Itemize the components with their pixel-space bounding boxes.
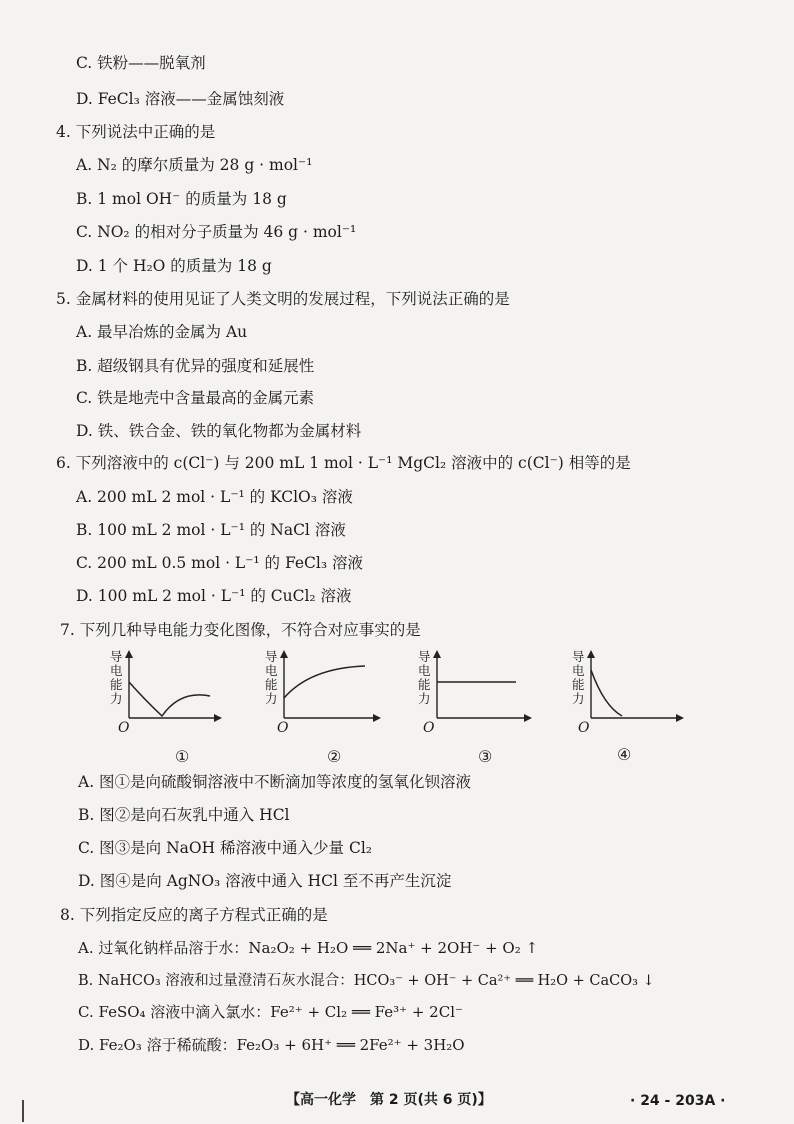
graph-2-label: ② [327, 747, 342, 766]
graph-4-axes [572, 650, 722, 760]
graph-2-ylabel: 导电能力 [265, 649, 278, 706]
page-footer-title: 【高一化学 第 2 页(共 6 页)】 [286, 1092, 492, 1108]
graph-4-ylabel: 导电能力 [572, 649, 585, 706]
graph-3-label: ③ [478, 747, 493, 766]
page-footer-code: · 24 - 203A · [630, 1093, 726, 1109]
q4-option-d: D. 1 个 H₂O 的质量为 18 g [76, 257, 272, 275]
graph-2-curve [284, 666, 365, 698]
q6-option-a: A. 200 mL 2 mol · L⁻¹ 的 KClO₃ 溶液 [76, 488, 353, 506]
graph-1-curve [129, 682, 210, 716]
graph-2-axes [265, 650, 415, 760]
q6-stem: 6. 下列溶液中的 c(Cl⁻) 与 200 mL 1 mol · L⁻¹ MgCl₂ 溶液中的 c(Cl⁻) 相等的是 [56, 454, 631, 472]
graph-1-axes [110, 650, 260, 760]
q8-option-a: A. 过氧化钠样品溶于水：Na₂O₂ + H₂O ══ 2Na⁺ + 2OH⁻ + O₂ ↑ [78, 939, 539, 957]
graph-1-origin: O [118, 720, 130, 736]
q4-option-b: B. 1 mol OH⁻ 的质量为 18 g [76, 190, 287, 208]
q8-option-d: D. Fe₂O₃ 溶于稀硫酸：Fe₂O₃ + 6H⁺ ══ 2Fe²⁺ + 3H₂O [78, 1036, 465, 1054]
q5-option-b: B. 超级钢具有优异的强度和延展性 [76, 357, 315, 375]
q8-stem: 8. 下列指定反应的离子方程式正确的是 [60, 906, 328, 924]
q6-option-c: C. 200 mL 0.5 mol · L⁻¹ 的 FeCl₃ 溶液 [76, 554, 364, 572]
q5-stem: 5. 金属材料的使用见证了人类文明的发展过程，下列说法正确的是 [56, 290, 510, 308]
q7-option-c: C. 图③是向 NaOH 稀溶液中通入少量 Cl₂ [78, 839, 373, 857]
graph-3-axes [418, 650, 568, 760]
graph-2 [265, 649, 415, 766]
q8-option-b: B. NaHCO₃ 溶液和过量澄清石灰水混合：HCO₃⁻ + OH⁻ + Ca²⁺ ══ H₂O + CaCO₃ ↓ [78, 973, 655, 989]
graph-2-origin: O [277, 720, 289, 736]
q4-option-c: C. NO₂ 的相对分子质量为 46 g · mol⁻¹ [76, 223, 357, 241]
graph-1-ylabel: 导电能力 [110, 649, 123, 706]
graph-3-ylabel: 导电能力 [418, 649, 431, 706]
graph-1-label: ① [175, 747, 190, 766]
q7-option-d: D. 图④是向 AgNO₃ 溶液中通入 HCl 至不再产生沉淀 [78, 872, 452, 890]
graph-4 [572, 649, 722, 764]
graph-3 [418, 649, 568, 766]
graph-1 [110, 649, 260, 766]
q6-option-d: D. 100 mL 2 mol · L⁻¹ 的 CuCl₂ 溶液 [76, 587, 352, 605]
q3-option-d: D. FeCl₃ 溶液——金属蚀刻液 [76, 90, 285, 108]
q7-option-b: B. 图②是向石灰乳中通入 HCl [78, 806, 290, 824]
q7-stem: 7. 下列几种导电能力变化图像，不符合对应事实的是 [60, 621, 421, 639]
graph-3-origin: O [423, 720, 435, 736]
q6-option-b: B. 100 mL 2 mol · L⁻¹ 的 NaCl 溶液 [76, 521, 346, 539]
q7-option-a: A. 图①是向硫酸铜溶液中不断滴加等浓度的氢氧化钡溶液 [78, 773, 472, 791]
q5-option-c: C. 铁是地壳中含量最高的金属元素 [76, 389, 315, 407]
graph-4-curve [591, 670, 622, 716]
binding-mark [22, 1100, 24, 1122]
q4-option-a: A. N₂ 的摩尔质量为 28 g · mol⁻¹ [76, 156, 313, 174]
graph-4-origin: O [578, 720, 590, 736]
q8-option-c: C. FeSO₄ 溶液中滴入氯水：Fe²⁺ + Cl₂ ══ Fe³⁺ + 2Cl⁻ [78, 1003, 463, 1021]
q5-option-d: D. 铁、铁合金、铁的氧化物都为金属材料 [76, 422, 362, 440]
q5-option-a: A. 最早冶炼的金属为 Au [76, 323, 248, 341]
q4-stem: 4. 下列说法中正确的是 [56, 123, 216, 141]
graph-4-label: ④ [617, 745, 632, 764]
q3-option-c: C. 铁粉——脱氧剂 [76, 54, 206, 72]
